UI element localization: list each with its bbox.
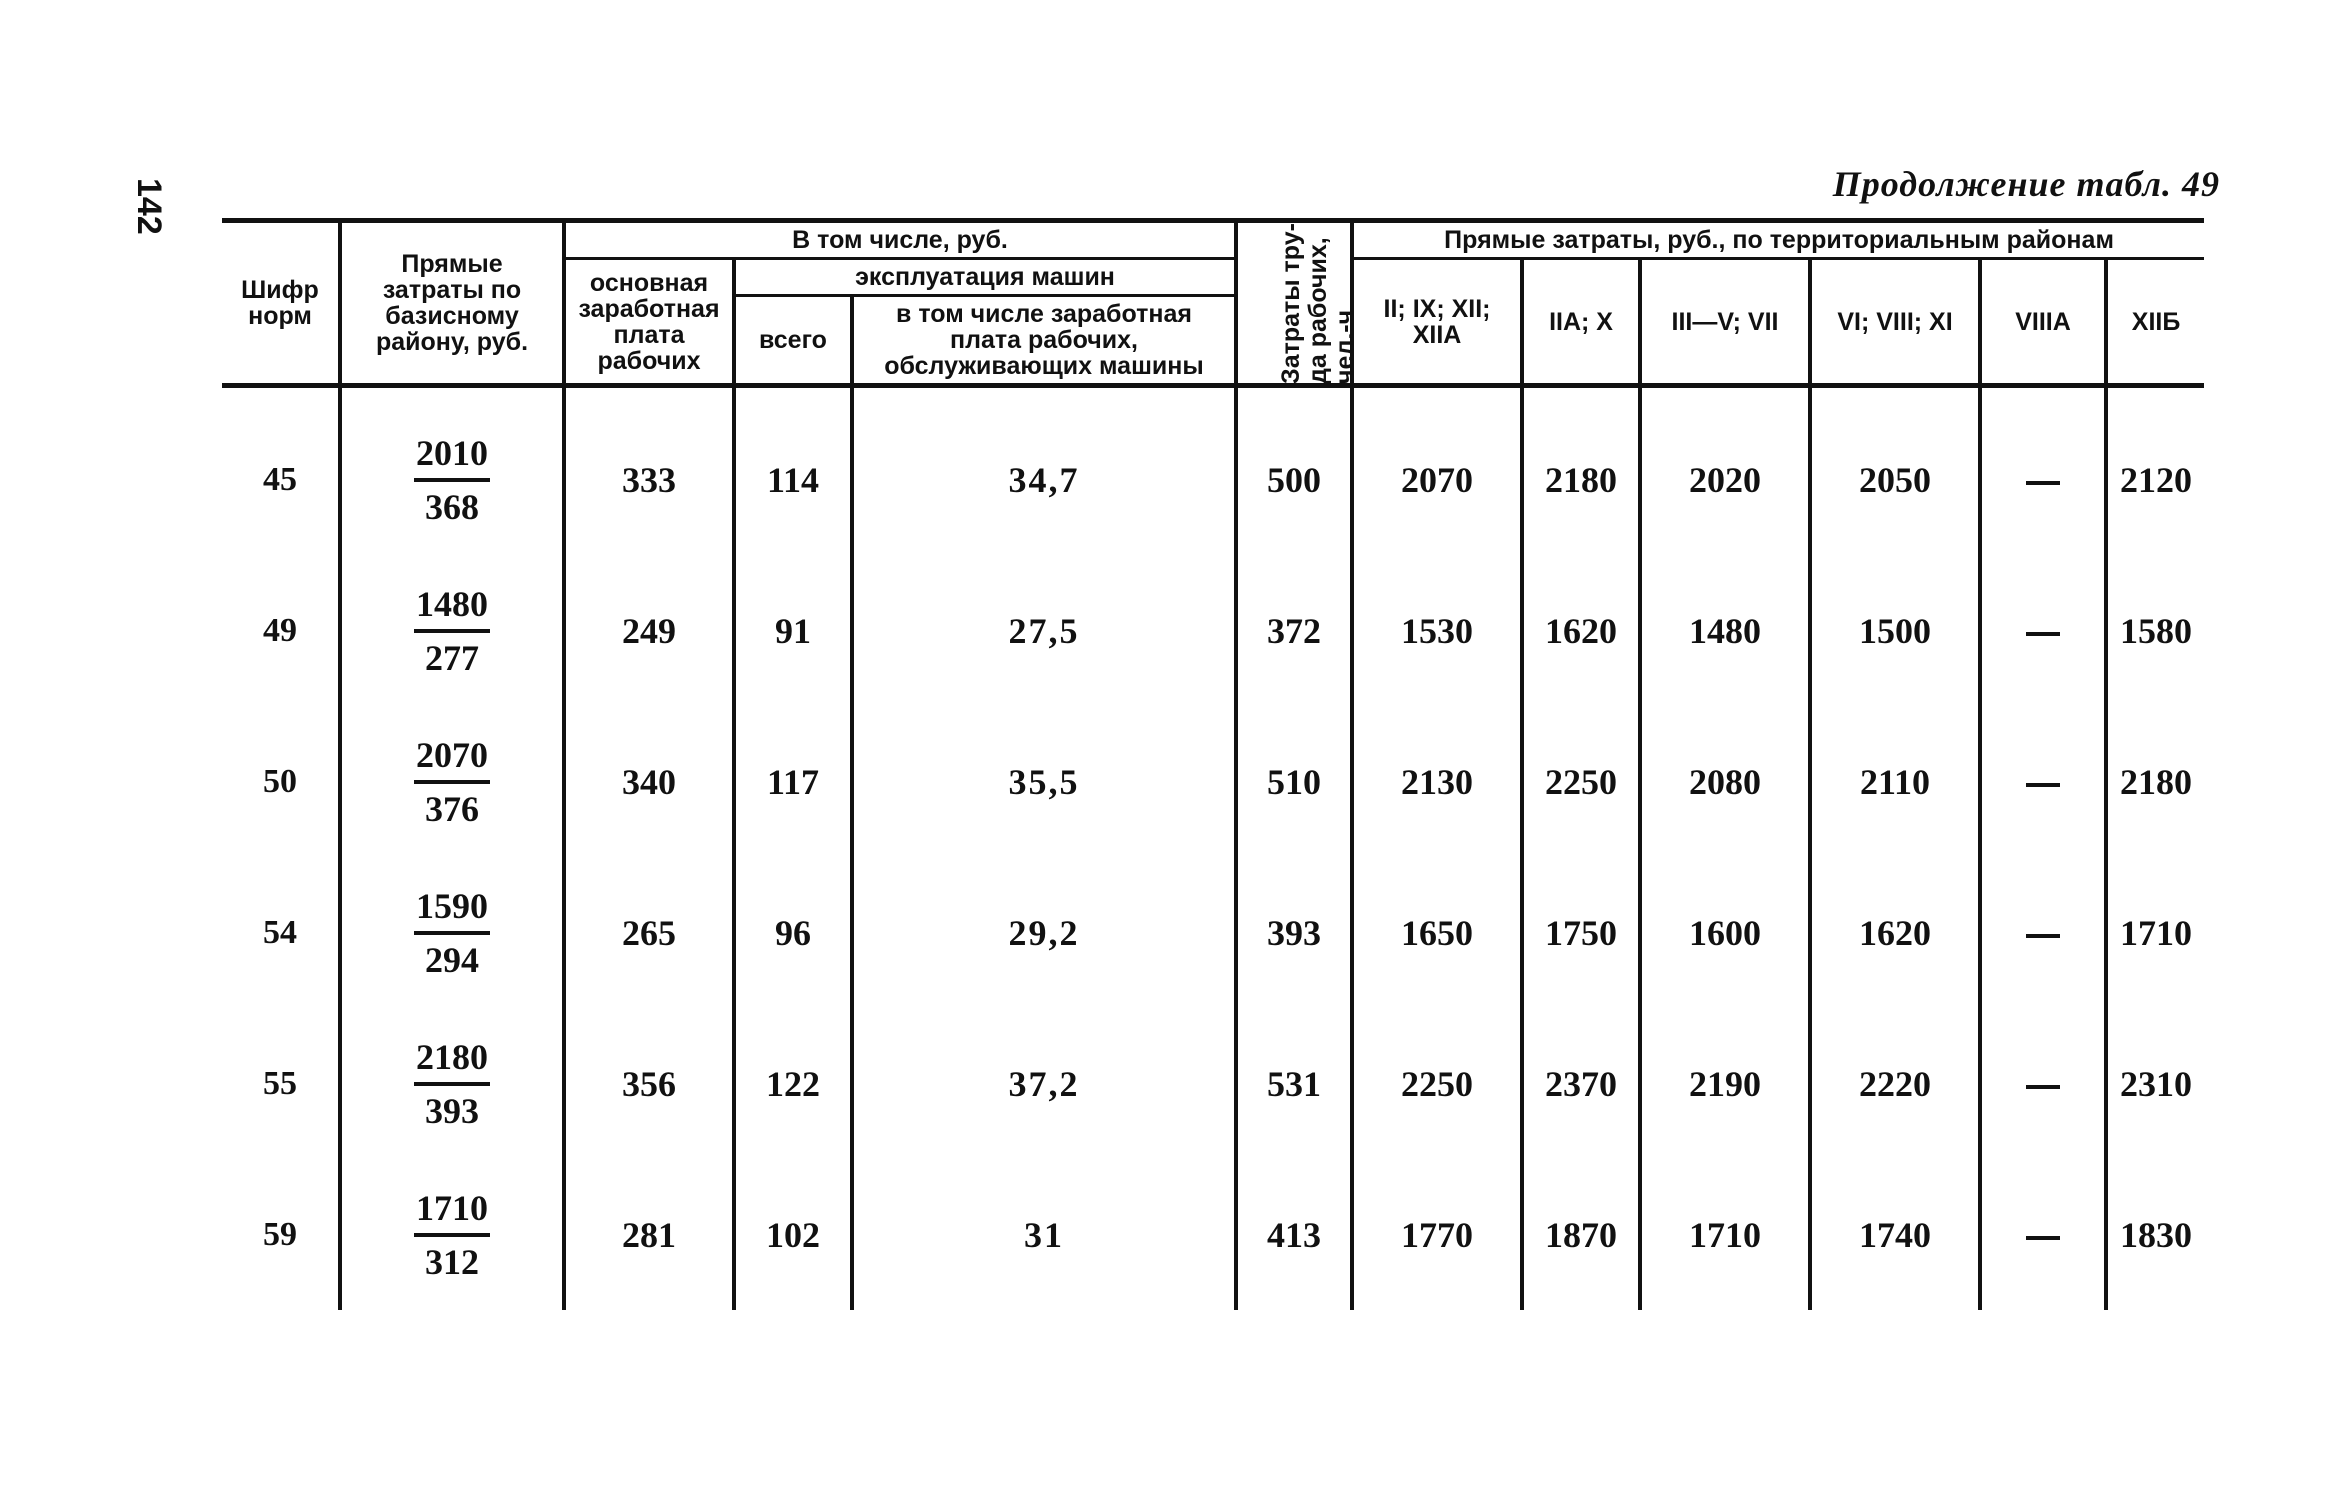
header-region-5: VIIIA <box>1980 259 2106 386</box>
cell-labor: 510 <box>1236 706 1352 857</box>
cell-machines-pay: 27,5 <box>852 555 1236 706</box>
cell-labor: 372 <box>1236 555 1352 706</box>
cell-region-3: 2020 <box>1640 404 1810 555</box>
fraction-denominator: 368 <box>425 486 479 527</box>
cell-region-5 <box>1980 404 2106 555</box>
dash-mark <box>2026 934 2060 938</box>
cell-region-4: 1500 <box>1810 555 1980 706</box>
fraction-numerator: 2070 <box>414 730 490 784</box>
cell-labor: 500 <box>1236 404 1352 555</box>
cell-region-4: 2050 <box>1810 404 1980 555</box>
fraction <box>414 579 490 683</box>
header-machines-total: всего <box>734 296 852 386</box>
fraction-numerator: 2010 <box>414 428 490 482</box>
fraction <box>414 428 490 532</box>
cell-region-1: 1530 <box>1352 555 1522 706</box>
cost-table-sheet <box>222 218 2204 1408</box>
cell-region-2: 1870 <box>1522 1159 1640 1310</box>
cell-region-3: 1600 <box>1640 857 1810 1008</box>
cell-machines-total: 117 <box>734 706 852 857</box>
fraction-denominator: 393 <box>425 1090 479 1131</box>
cost-table <box>222 218 2204 1310</box>
header-labor <box>1236 221 1359 386</box>
cell-region-2: 1750 <box>1522 857 1640 1008</box>
table-row <box>222 857 2204 1008</box>
fraction-numerator: 1480 <box>414 579 490 633</box>
header-regions-group: Прямые затраты, руб., по территориальным районам <box>1352 221 2204 259</box>
cell-code: 59 <box>222 1159 340 1310</box>
fraction-numerator: 1710 <box>414 1183 490 1237</box>
dash-mark <box>2026 632 2060 636</box>
fraction <box>414 881 490 985</box>
table-body <box>222 386 2204 1311</box>
cell-region-6: 2120 <box>2106 404 2204 555</box>
dash-mark <box>2026 1236 2060 1240</box>
dash-mark <box>2026 783 2060 787</box>
cell-region-6: 1710 <box>2106 857 2204 1008</box>
table-row <box>222 706 2204 857</box>
fraction-numerator: 1590 <box>414 881 490 935</box>
dash-mark <box>2026 481 2060 485</box>
cell-code: 50 <box>222 706 340 857</box>
cell-region-3: 2190 <box>1640 1008 1810 1159</box>
cell-region-6: 1580 <box>2106 555 2204 706</box>
cell-basic-pay: 265 <box>564 857 734 1008</box>
cell-code: 45 <box>222 404 340 555</box>
cell-region-1: 2130 <box>1352 706 1522 857</box>
table-row <box>222 1159 2204 1310</box>
cell-region-5 <box>1980 857 2106 1008</box>
cell-region-1: 1650 <box>1352 857 1522 1008</box>
cell-region-6: 2310 <box>2106 1008 2204 1159</box>
cell-region-2: 2180 <box>1522 404 1640 555</box>
cell-machines-total: 114 <box>734 404 852 555</box>
header-labor-line: чел.-ч <box>1330 309 1359 384</box>
cell-region-5 <box>1980 706 2106 857</box>
page-number: 142 <box>130 178 168 235</box>
fraction-denominator: 312 <box>425 1241 479 1282</box>
cell-region-4: 2110 <box>1810 706 1980 857</box>
cell-region-5 <box>1980 1008 2106 1159</box>
header-machines-group: эксплуатация машин <box>734 259 1236 296</box>
header-region-1: II; IX; XII; XIIA <box>1352 259 1522 386</box>
cell-direct-base <box>340 857 564 1008</box>
cell-code: 49 <box>222 555 340 706</box>
cell-region-4: 1740 <box>1810 1159 1980 1310</box>
cell-region-1: 2070 <box>1352 404 1522 555</box>
cell-region-4: 1620 <box>1810 857 1980 1008</box>
cell-region-6: 1830 <box>2106 1159 2204 1310</box>
header-incl-group: В том числе, руб. <box>564 221 1236 259</box>
header-basic-pay: основная заработная плата рабочих <box>564 259 734 386</box>
header-labor-text <box>1278 223 1359 384</box>
cell-machines-total: 91 <box>734 555 852 706</box>
cell-machines-pay: 34,7 <box>852 404 1236 555</box>
cell-machines-pay: 35,5 <box>852 706 1236 857</box>
cell-direct-base <box>340 555 564 706</box>
cell-code: 55 <box>222 1008 340 1159</box>
fraction <box>414 1032 490 1136</box>
cell-machines-pay: 37,2 <box>852 1008 1236 1159</box>
header-machines-pay: в том числе заработная плата рабочих, обслуживающих машины <box>852 296 1236 386</box>
fraction-numerator: 2180 <box>414 1032 490 1086</box>
cell-region-1: 1770 <box>1352 1159 1522 1310</box>
header-labor-line: да рабочих, <box>1303 236 1332 384</box>
cell-region-4: 2220 <box>1810 1008 1980 1159</box>
table-caption: Продолжение табл. 49 <box>1832 164 2220 204</box>
cell-machines-total: 102 <box>734 1159 852 1310</box>
cell-labor: 531 <box>1236 1008 1352 1159</box>
fraction-denominator: 294 <box>425 939 479 980</box>
fraction-denominator: 277 <box>425 637 479 678</box>
cell-region-5 <box>1980 555 2106 706</box>
cell-direct-base <box>340 1159 564 1310</box>
dash-mark <box>2026 1085 2060 1089</box>
cell-direct-base <box>340 404 564 555</box>
cell-code: 54 <box>222 857 340 1008</box>
cell-machines-total: 122 <box>734 1008 852 1159</box>
cell-region-2: 2250 <box>1522 706 1640 857</box>
cell-labor: 413 <box>1236 1159 1352 1310</box>
header-region-4: VI; VIII; XI <box>1810 259 1980 386</box>
cell-direct-base <box>340 1008 564 1159</box>
fraction-denominator: 376 <box>425 788 479 829</box>
cell-labor: 393 <box>1236 857 1352 1008</box>
cell-direct-base <box>340 706 564 857</box>
cell-basic-pay: 340 <box>564 706 734 857</box>
header-direct-base: Прямые затраты по базисному району, руб. <box>340 221 564 386</box>
cell-machines-total: 96 <box>734 857 852 1008</box>
cell-region-3: 1710 <box>1640 1159 1810 1310</box>
header-region-2: IIA; X <box>1522 259 1640 386</box>
cell-region-3: 2080 <box>1640 706 1810 857</box>
cell-region-5 <box>1980 1159 2106 1310</box>
table-row <box>222 404 2204 555</box>
fraction <box>414 1183 490 1287</box>
table-row <box>222 1008 2204 1159</box>
table-row <box>222 555 2204 706</box>
fraction <box>414 730 490 834</box>
cell-region-6: 2180 <box>2106 706 2204 857</box>
cell-region-2: 2370 <box>1522 1008 1640 1159</box>
cell-machines-pay: 29,2 <box>852 857 1236 1008</box>
header-labor-line: Затраты тру- <box>1276 222 1305 384</box>
header-code: Шифр норм <box>222 221 340 386</box>
cell-basic-pay: 356 <box>564 1008 734 1159</box>
header-region-3: III—V; VII <box>1640 259 1810 386</box>
cell-region-3: 1480 <box>1640 555 1810 706</box>
cell-region-1: 2250 <box>1352 1008 1522 1159</box>
cell-region-2: 1620 <box>1522 555 1640 706</box>
cell-machines-pay: 31 <box>852 1159 1236 1310</box>
cell-basic-pay: 281 <box>564 1159 734 1310</box>
header-region-6: XIIБ <box>2106 259 2204 386</box>
table-header <box>222 221 2204 386</box>
cell-basic-pay: 249 <box>564 555 734 706</box>
cell-basic-pay: 333 <box>564 404 734 555</box>
